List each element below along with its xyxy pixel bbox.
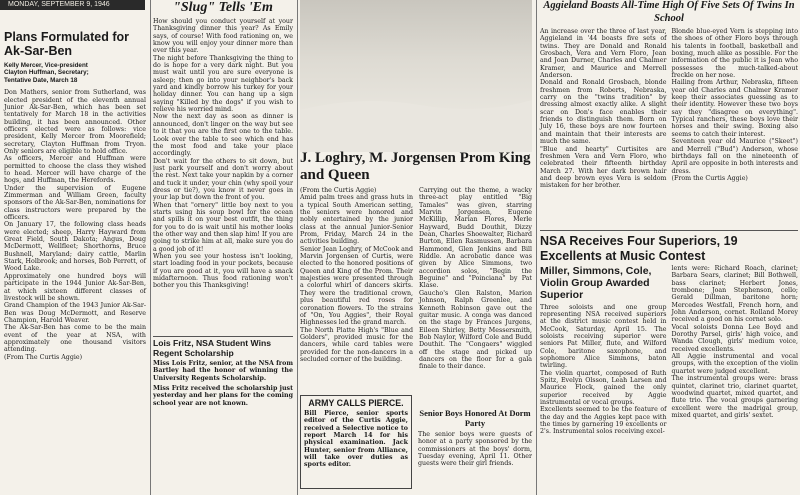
twins-article (540, 0, 798, 232)
slug-body: How should you conduct yourself at your Thanksgiving dinner this year? As Emily says, of course! With food rationing on, we know you will enjoy your dinner more than ever this year. The night before Thanksgiving the thing to do is hope for a very dark night. But you must wait until you are sure everyone is asleep; then go into your neighbor's back yard and kindly borrow his turkey for your holiday dinner. You can hang up a sign saying "Killed by the dogs" if you wish to relieve his worried mind. Now the next day as soon as dinner is announced, don't linger on the way but see to it that you are the first one to the table. Look over the table to see which end has the most food and take your place accordingly. Don't wait for the others to sit down, but just park yourself and don't worry about the rest. Next take your napkin by a corner and tuck it under, your chin (why spoil your dress or tie?), you know it never goes in your lap but down the front of you. When that "ornery" little boy next to you starts using his soup bowl for the ocean and spills it on your best outfit, the thing for you to do is wait until his mother looks the other way and then slap him! If you are going to strike him at all, make sure you do a good job of it! When you see your hostess isn't looking, start loading food in your pockets, because if you are good at it, you will have a snack midafternoon. Thus food rationing won't bother you this Thanksgiving! (153, 18, 293, 290)
music-headline: NSA Receives Four Superiors, 19 Excellents at Music Contest (540, 234, 738, 263)
fritz-body-2: Miss Fritz received the scholarship just yesterday and her plans for the coming school year are not known. (153, 385, 293, 407)
honors-article (418, 408, 532, 495)
slug-headline: "Slug" Tells 'Em (173, 0, 273, 15)
fritz-headline: Lois Fritz, NSA Student Wins Regent Scholarship (153, 338, 272, 358)
twins-column-2: Blonde blue-eyed Vern is stepping into the shoes of other Floro boys through his talents in football, basketball and boxing, much alike as possible. For the information of the public it is Jean who possesses the much-talked-about freckle on her nose. Hailing from Arthur, Nebraska, fifteen year old Charles and Chalmer Kramer keep their associates guessing as to their identity. However these two boys say they "disagree on everything". Typical ranchers, these boys love their horses and their swing. Boxing also seems to catch their interest. Seventeen year old Maurice ("Skeet") and Merrell ("Bud") Anderson, whose birthdays fall on the nineteenth of April are opposite in both interests and dress. (From the Curtis Aggie) (671, 28, 798, 182)
music-subhead: Miller, Simmons, Cole, Violin Group Awarded Superior (540, 265, 652, 302)
aksarben-headline: Plans Formulated for Ak-Sar-Ben (4, 30, 130, 58)
prom-column-2: Carrying out the theme, a wacky three-act play entitled "Big Tamales" was given, starring Marvin Jorgensen, Eugene McKillip, Marian Flores, Merle Hayward, Budd Douthit, Dizzy Dean, Charles Shoewalter, Richard Burton, Ellen Rasmussen, Barbara Hammond, Glen Jenkins and Bill Riddle. An acrobatic dance was given by Alice Simmons, two accordion solos, "Begin the Beguine" and "Poinciana" by Pat Klase. Gaucho's Glen Ralston, Marion Johnson, Ralph Greenlee, and Kenneth Robinson gave out the guitar music. A conga was danced on the stage by Frances Jurgens, Eileen Shirley, Betty Messersmith, Bob Naylor, Wilford Cole and Budd Douthit. The "Congaers" wiggled off the stage and picked up dancers on the floor for a gala finale to their dance. (419, 187, 532, 371)
prom-headline: J. Loghry, M. Jorgensen Prom King and Queen (300, 150, 531, 183)
music-column-1: Three soloists and one group representing NSA received superiors at the district music contest held in McCook, Saturday, April 15. The soloists receiving superior were seniors Pat Miller, flute, and Wilford Cole, baritone saxophone, and sophomore Alice Simmons, baton twirling. The violin quartet, composed of Ruth Spitz, Evelyn Olsson, Leah Larsen and Maurice Flock, gained the only superior received by Aggie instrumental or vocal groups. Excellents seemed to be the feature of the day and the Aggies kept pace with the times by garnering 19 excellents or 2's. Instrumental solos receiving excel- (540, 303, 667, 436)
twins-column-1: An increase over the three of last year, Aggieland in '44 boasts five sets of twins. They are Donald and Ronald Grosbach, Vera and Vern Floro, Jean and Joan Durner, Charles and Chalmer Kramer, and Maurice and Merrell Anderson. Donald and Ronald Grosbach, blonde freshmen from Roberts, Nebraska, carry on the "twins tradition" by dressing almost exactly alike. A slight scar on Don's face enables their friends to distinguish them. Born on July 16, these boys are now fourteen and maintain that their interests are much the same. "Blue and hearty" Curtisites are freshmen Vera and Vern Floro, who celebrated their fifteenth birthday March 27. With her dark brown hair and deep brown eyes Vera is seldom mistaken for her brother. (540, 28, 667, 190)
prom-photo (300, 0, 532, 152)
army-article (300, 395, 412, 489)
slug-article (153, 0, 293, 332)
prom-column-1: (From the Curtis Aggie) Amid palm trees and grass huts in a typical South American setting, the seniors were honored and nobly entertained by the junior class at the annual Junior-Senior Prom, Friday, March 24 in the activities building. Senior Jean Loghry, of McCook and Marvin Jorgensen of Curtis, were elected to the honored positions of Queen and King of the Prom. Their majesties were presented through a colorful whirl of dancers skirts. They were the traditional crown, plus beautiful red roses for coronation flowers. To the strains of "On, You Aggies", their Royal Highnesses led the grand march. The North Platte High's "Blue and Golders", provided music for the dancers, while card tables were provided for the non-dancers in a secluded corner of the building. (300, 187, 413, 363)
dateline: MONDAY, SEPTEMBER 9, 1946 (0, 0, 145, 10)
army-body: Bill Pierce, senior sports editor of the Curtis Aggie, received a Selective notice to report March 14 for his physical examination. Jack Hunter, senior from Alliance, will take over duties as sports editor. (304, 410, 408, 469)
honors-body: The senior boys were guests of honor at a party sponsored by the commissioners at the boys' dorm, Tuesday evening, April 11. Other guests were their girl friends. (418, 431, 532, 468)
fritz-article (153, 338, 293, 495)
aksarben-body: Don Mathers, senior from Sutherland, was elected president of the eleventh annual Junior Ak-Sar-Ben, which has been set tentatively for March 18 in the activities building, it has been announced. Other officers elected were as follows: vice president, Kelly Mercer from Moorefield; secretary, Clayton Huffman from Tryon. Only seniors are eligible to hold office. As officers, Mercer and Huffman were permitted to choose the class they wished to head. Mercer will have charge of the hogs, and Huffman, the Herefords. Under the supervision of Eugene Zimmerman and William Green, faculty sponsors of the Ak-Sar-Ben, nominations for class instructors were prepared by the officers. On January 17, the following class heads were elected; sheep, Harry Hayward from Great Field, South Dakota; Angus, Doug McDermott, Wellfleet; Shorthorns, Bruce Bushnell, Maryland; dairy cattle, Marlin Stark, Holbrook; and horses, Bob Perrett, of Wood Lake. Approximately one hundred boys will participate in the 1944 Junior Ak-Sar-Ben, at which sixteen different classes of livestock will be shown. Grand Champion of the 1943 Junior Ak-Sar-Ben was Doug McDermott, and Reserve Champion, Harold Weaver. The Ak-Sar-Ben has come to be the main event of the year at NSA, with approximately one thousand visitors attending. (From The Curtis Aggie) (4, 89, 146, 361)
twins-headline: Aggieland Boasts All-Time High Of Five Sets Of Twins In School (543, 0, 795, 24)
fritz-body-1: Miss Lois Fritz, senior, at the NSA from Bartley had the honor of winning the University Regents Scholarship. (153, 360, 293, 382)
aksarben-article (4, 30, 146, 495)
aksarben-subhead: Kelly Mercer, Vice-president Clayton Huffman, Secretary; Tentative Date, March 18 (4, 62, 89, 84)
prom-photo-image (300, 0, 532, 152)
prom-article (300, 150, 532, 371)
music-column-2: lents were: Richard Roach, clarinet; Barbara Sears, clarinet; Bill Bothwell, bass clarinet; Herbert Jones, trombone; Joan Stephenson, cello; Gerald Dillman, baritone horn; Mercedes Westfall, French horn, and John Anderson, cornet. Rolland Morey received a good on his cornet solo. Vocal soloists Donna Lee Boyd and Dorothy Parsel, girls' high voice, and Wanda Clough, girls' medium voice, received excellents. All Aggie instrumental and vocal groups, with the exception of the violin quartet were judged excellent. The instrumental groups were: brass quintet, clarinet trio, clarinet quartet, woodwind quartet, mixed quartet, and flute trio. The vocal groups garnering excellent were the madrigal group, mixed quartet, and girls' sextet. (671, 265, 798, 419)
army-headline: ARMY CALLS PIERCE. (308, 398, 404, 408)
music-article (540, 234, 798, 495)
honors-headline: Senior Boys Honored At Dorm Party (419, 408, 531, 428)
